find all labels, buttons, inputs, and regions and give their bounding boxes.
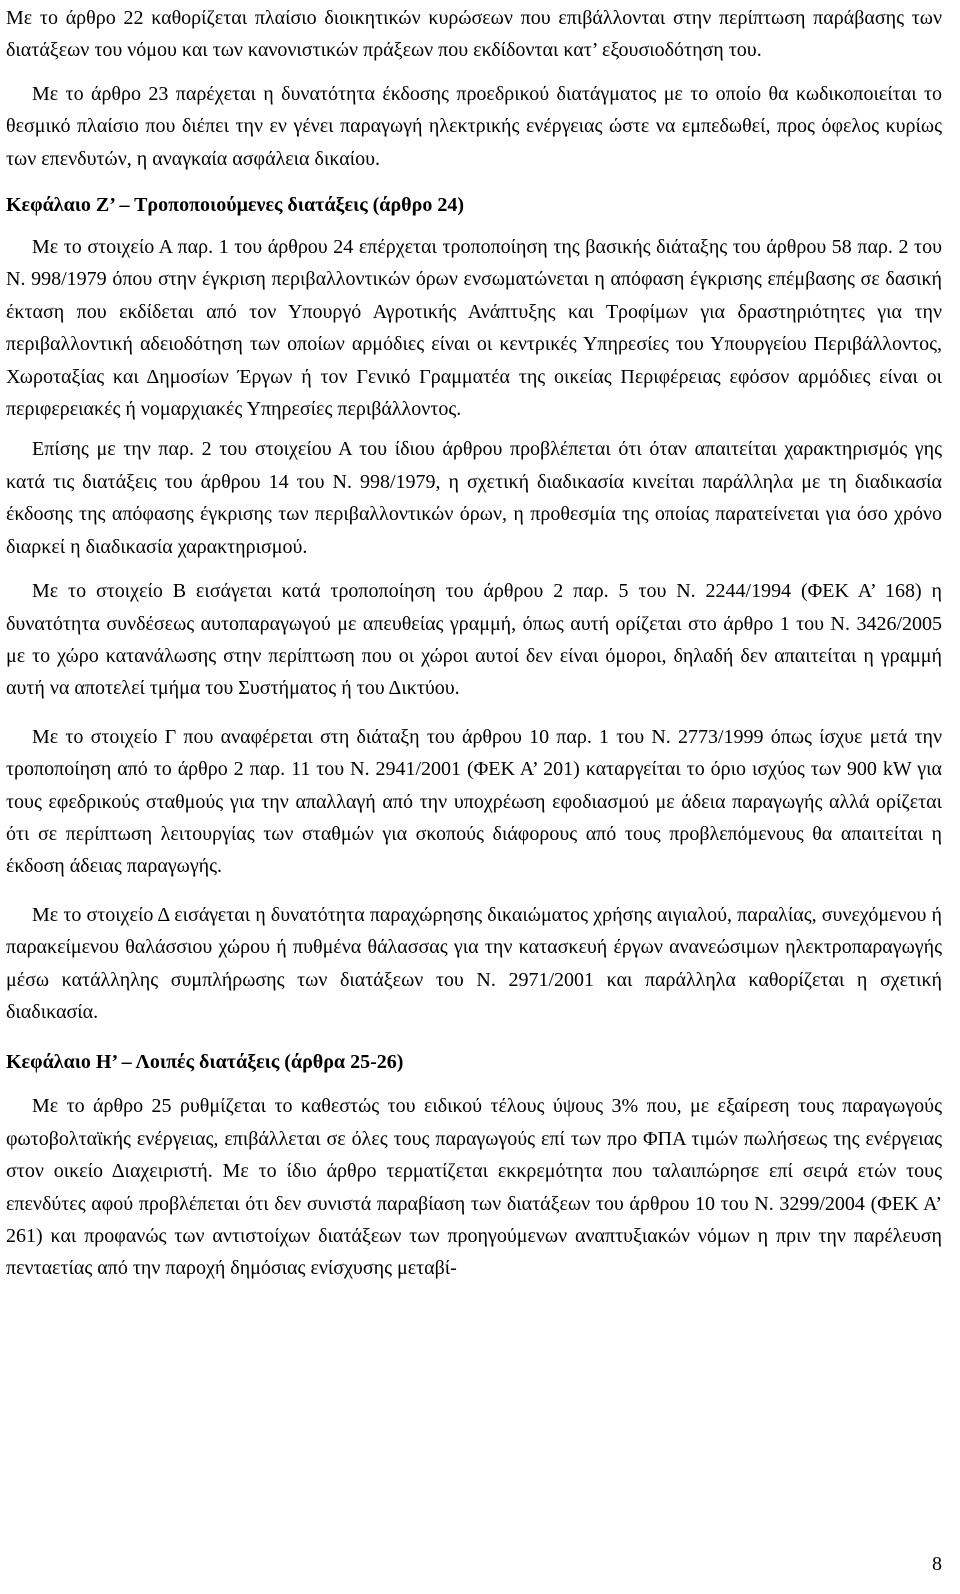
document-page [6, 0, 942, 1285]
paragraph-article-22: Με το άρθρο 22 καθορίζεται πλαίσιο διοικητικών κυρώσεων που επιβάλλονται στην περίπτωση παράβασης των διατάξεων του νόμου και των κανονιστικών πράξεων που εκδίδονται κατ’ εξουσιοδότηση του. [6, 7, 942, 62]
paragraph-article-24-a1: Με το στοιχείο Α παρ. 1 του άρθρου 24 επέρχεται τροποποίηση της βασικής διάταξης του άρθρου 58 παρ. 2 του Ν. 998/1979 όπου στην έγκριση περιβαλλοντικών όρων ενσωματώνεται η απόφαση έγκρισης επέμβασης σε δασική έκταση που εκδίδεται από τον Υπουργό Αγροτικής Ανάπτυξης και Τροφίμων για δραστηριότητες για την περιβαλλοντική αδειοδότηση των οποίων αρμόδιες είναι οι κεντρικές Υπηρεσίες του Υπουργείου Περιβάλλοντος, Χωροταξίας και Δημοσίων Έργων ή τον Γενικό Γραμματέα της οικείας Περιφέρειας εφόσον αρμόδιες είναι οι περιφερειακές ή νομαρχιακές Υπηρεσίες περιβάλλοντος. [6, 236, 942, 421]
heading-chapter-h: Κεφάλαιο Η’ – Λοιπές διατάξεις (άρθρα 25-26) [6, 1051, 404, 1074]
paragraph-article-24-a2: Επίσης με την παρ. 2 του στοιχείου Α του ίδιου άρθρου προβλέπεται ότι όταν απαιτείται χαρακτηρισμός γης κατά τις διατάξεις του άρθρου 14 του Ν. 998/1979, η σχετική διαδικασία κινείται παράλληλα με τη διαδικασία έκδοσης της απόφασης έγκρισης των περιβαλλοντικών όρων, η προθεσμία της οποίας παρατείνεται για όσο χρόνο διαρκεί η διαδικασία χαρακτηρισμού. [6, 438, 942, 558]
page-number: 8 [932, 1553, 942, 1575]
paragraph-article-24-b: Με το στοιχείο Β εισάγεται κατά τροποποίηση του άρθρου 2 παρ. 5 του Ν. 2244/1994 (ΦΕΚ Α’ 168) η δυνατότητα συνδέσεως αυτοπαραγωγού με απευθείας γραμμή, όπως αυτή ορίζεται στο άρθρο 1 του Ν. 3426/2005 με το χώρο κατανάλωσης στην περίπτωση που οι χώροι αυτοί δεν είναι όμοροι, δηλαδή δεν απαιτείται η γραμμή αυτή να αποτελεί τμήμα του Συστήματος ή του Δικτύου. [6, 580, 942, 700]
paragraph-article-25: Με το άρθρο 25 ρυθμίζεται το καθεστώς του ειδικού τέλους ύψους 3% που, με εξαίρεση τους παραγωγούς φωτοβολταϊκής ενέργειας, επιβάλλεται σε όλες τους παραγωγούς επί των προ ΦΠΑ τιμών πωλήσεως της ενέργειας στον οικείο Διαχειριστή. Με το ίδιο άρθρο τερματίζεται εκκρεμότητα που ταλαιπώρησε επί σειρά ετών τους επενδύτες αφού προβλέπεται ότι δεν συνιστά παραβίαση των διατάξεων του άρθρου 10 του Ν. 3299/2004 (ΦΕΚ Α’ 261) και προφανώς των αντιστοίχων διατάξεων των προηγούμενων αναπτυξιακών νόμων η πριν την παρέλευση πενταετίας από την παροχή δημόσιας ενίσχυσης μεταβί- [6, 1095, 942, 1280]
heading-chapter-z: Κεφάλαιο Ζ’ – Τροποποιούμενες διατάξεις (άρθρο 24) [6, 194, 464, 217]
paragraph-article-24-c: Με το στοιχείο Γ που αναφέρεται στη διάταξη του άρθρου 10 παρ. 1 του Ν. 2773/1999 όπως ίσχυε μετά την τροποποίηση από το άρθρο 2 παρ. 11 του Ν. 2941/2001 (ΦΕΚ Α’ 201) καταργείται το όριο ισχύος των 900 kW για τους εφεδρικούς σταθμούς για την απαλλαγή από την υποχρέωση εφοδιασμού με άδεια παραγωγής αλλά ορίζεται ότι σε περίπτωση λειτουργίας των σταθμών για σκοπούς διάφορους από τους προβλεπόμενους θα απαιτείται η έκδοση άδειας παραγωγής. [6, 725, 942, 878]
paragraph-article-23: Με το άρθρο 23 παρέχεται η δυνατότητα έκδοσης προεδρικού διατάγματος με το οποίο θα κωδικοποιείται το θεσμικό πλαίσιο που διέπει την εν γένει παραγωγή ηλεκτρικής ενέργειας ώστε να εμπεδωθεί, προς όφελος κυρίως των επενδυτών, η αναγκαία ασφάλεια δικαίου. [6, 82, 942, 170]
paragraph-article-24-d: Με το στοιχείο Δ εισάγεται η δυνατότητα παραχώρησης δικαιώματος χρήσης αιγιαλού, παραλίας, συνεχόμενου ή παρακείμενου θαλάσσιου χώρου ή πυθμένα θάλασσας για την κατασκευή έργων ανανεώσιμων ηλεκτροπαραγωγής μέσω κατάλληλης συμπλήρωσης των διατάξεων του Ν. 2971/2001 και παράλληλα καθορίζεται η σχετική διαδικασία. [6, 903, 942, 1023]
